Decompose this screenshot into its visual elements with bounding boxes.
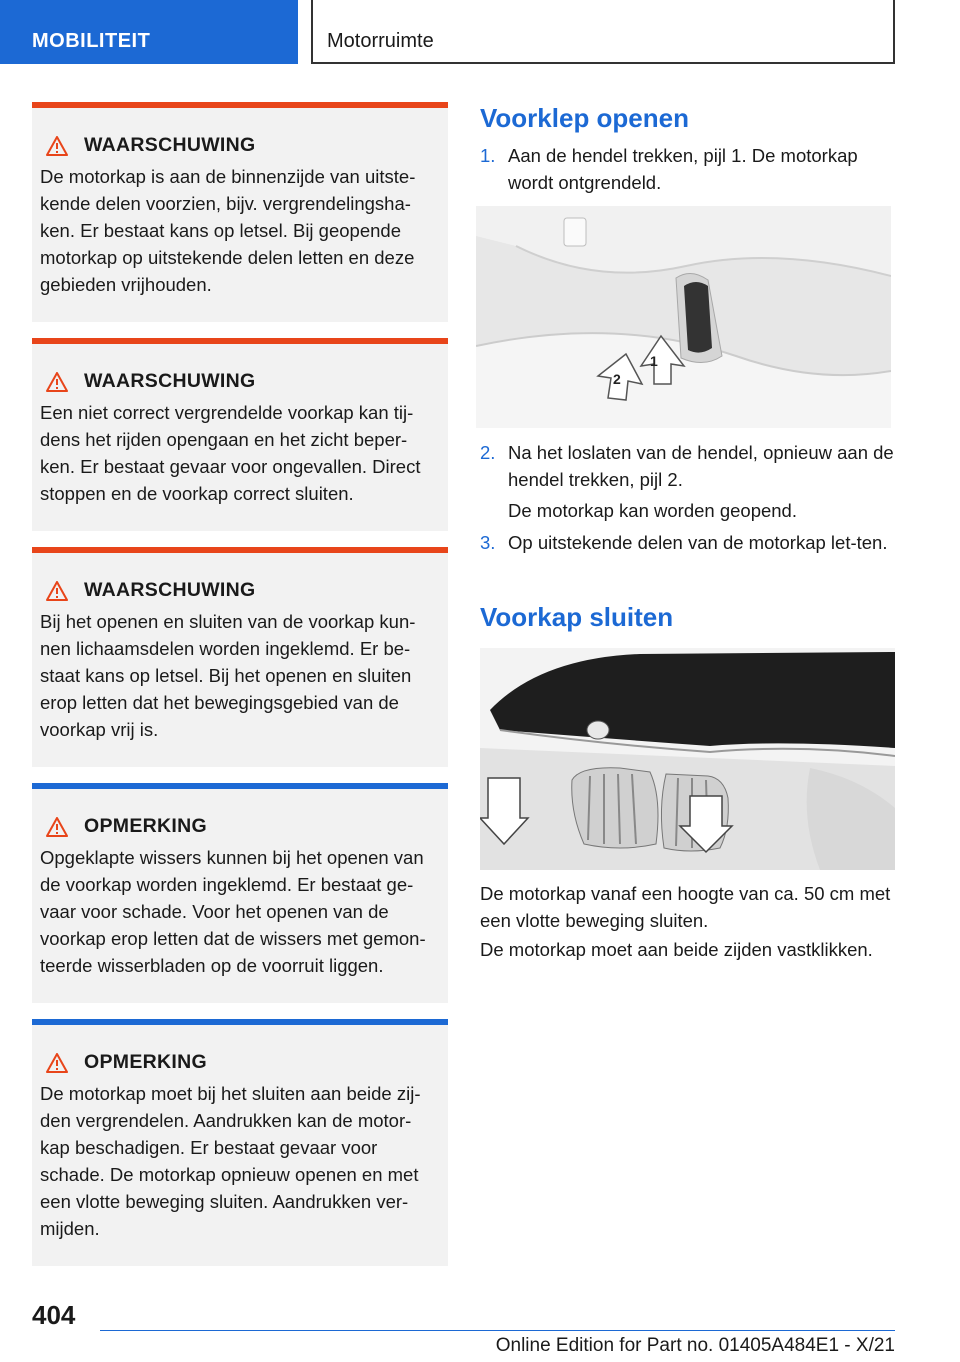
warning-notice (32, 102, 448, 322)
notice-header (40, 579, 440, 602)
hood-release-lever-image (476, 206, 891, 428)
close-paragraph: De motorkap vanaf een hoogte van ca. 50 cm met een vlotte beweging sluiten. (480, 883, 891, 931)
warning-triangle-icon (46, 1053, 68, 1073)
breadcrumb: Motorruimte (311, 0, 895, 64)
notices-column (32, 102, 448, 1282)
section-tab: MOBILITEIT (0, 0, 298, 64)
notice-header (40, 370, 440, 393)
notice-text: Een niet correct vergrendelde voorkap kan tij-dens het rijden opengaan en het zicht beper-ken. Er bestaat gevaar voor ongevallen. Direct stoppen en de voorkap correct sluiten. (40, 402, 421, 504)
step-item (480, 439, 895, 493)
arrow-label-2: 2 (613, 371, 621, 387)
hood-closing-image (480, 648, 895, 870)
page-number: 404 (32, 1300, 76, 1330)
step-item (480, 142, 895, 196)
notice-title: OPMERKING (84, 1051, 207, 1073)
warning-triangle-icon (46, 581, 68, 601)
step-extra-text: De motorkap kan worden geopend. (508, 500, 797, 521)
step-text: Op uitstekende delen van de motorkap let-ten. (508, 532, 888, 553)
warning-notice (32, 547, 448, 767)
heading-close-hood: Voorkap sluiten (480, 602, 674, 632)
notice-header (40, 134, 440, 157)
warning-triangle-icon (46, 136, 68, 156)
arrow-label-1: 1 (650, 353, 658, 369)
step-number: 1. (480, 145, 496, 166)
notice-text: Opgeklapte wissers kunnen bij het openen van de voorkap worden ingeklemd. Er bestaat ge-vaar voor schade. Voor het openen van de voorkap erop letten dat de wissers met gemon-teerde wisserbladen op de voorruit liggen. (40, 847, 426, 976)
notice-text: De motorkap moet bij het sluiten aan beide zij-den vergrendelen. Aandrukken kan de motor-kap beschadigen. Er bestaat gevaar voor schade. De motorkap opnieuw openen en met een vlotte beweging sluiten. Aandrukken ver-mijden. (40, 1083, 421, 1239)
notice-title: WAARSCHUWING (84, 370, 256, 392)
note-notice (32, 783, 448, 1003)
heading-open-hood: Voorklep openen (480, 103, 689, 133)
step-text: Aan de hendel trekken, pijl 1. De motorkap wordt ontgrendeld. (508, 145, 858, 193)
notice-text: Bij het openen en sluiten van de voorkap kun-nen lichaamsdelen worden ingeklemd. Er be-staat kans op letsel. Bij het openen en sluiten erop letten dat het bewegingsgebied van de voorkap vrij is. (40, 611, 416, 740)
step-number: 3. (480, 532, 496, 553)
footer-rule (100, 1330, 895, 1331)
notice-header (40, 1051, 440, 1074)
notice-title: WAARSCHUWING (84, 134, 256, 156)
footer-edition: Online Edition for Part no. 01405A484E1 - X/21 (495, 1335, 895, 1356)
warning-triangle-icon (46, 372, 68, 392)
warning-notice (32, 338, 448, 531)
step-text: Na het loslaten van de hendel, opnieuw aan de hendel trekken, pijl 2. (508, 442, 894, 490)
notice-title: WAARSCHUWING (84, 579, 256, 601)
warning-triangle-icon (46, 817, 68, 837)
notice-text: De motorkap is aan de binnenzijde van uitste-kende delen voorzien, bijv. vergrendelingsha-ken. Er bestaat kans op letsel. Bij geopende motorkap op uitstekende delen letten en deze gebieden vrijhouden. (40, 166, 416, 295)
notice-header (40, 815, 440, 838)
note-notice (32, 1019, 448, 1266)
notice-title: OPMERKING (84, 815, 207, 837)
step-item (480, 529, 895, 556)
step-number: 2. (480, 442, 496, 463)
close-paragraph: De motorkap moet aan beide zijden vastklikken. (480, 939, 873, 960)
